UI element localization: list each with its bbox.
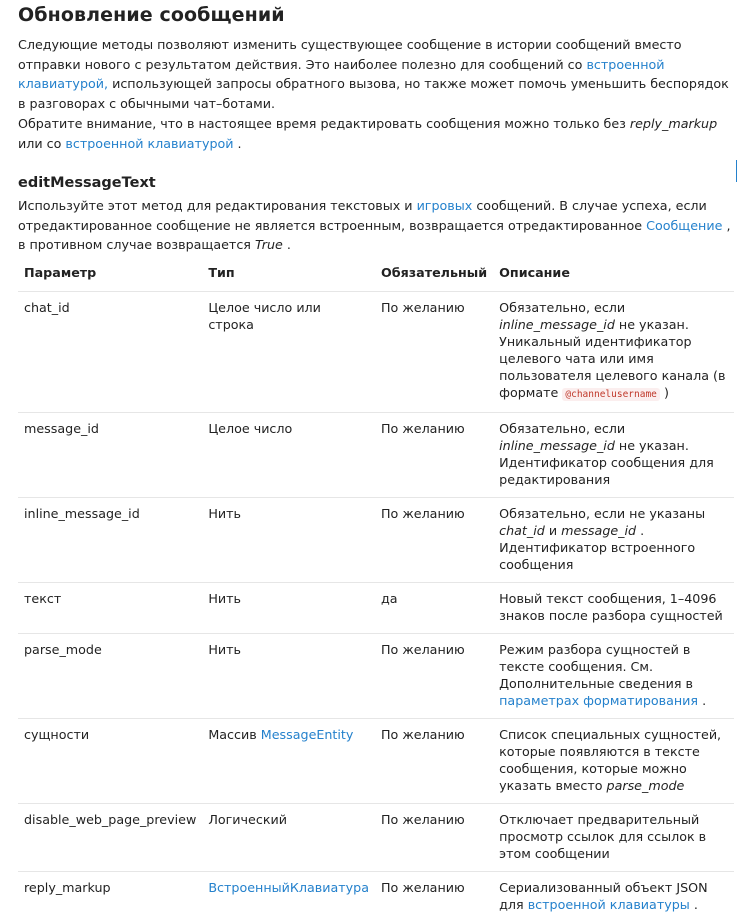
table-row <box>18 292 734 413</box>
param-required: да <box>375 583 493 634</box>
desc-italic: inline_message_id <box>499 438 615 453</box>
desc-text: Обязательно, если не указаны <box>499 506 705 521</box>
table-row <box>18 719 734 804</box>
desc-text: . <box>698 693 706 708</box>
param-required: По желанию <box>375 872 493 922</box>
games-link[interactable]: игровых <box>417 198 473 213</box>
desc-text: Обязательно, если <box>499 300 625 315</box>
param-name: текст <box>18 583 202 634</box>
text-cursor <box>736 160 737 182</box>
inline-keyboard-link[interactable]: встроенной клавиатуры <box>528 897 690 912</box>
param-type: Логический <box>202 804 375 872</box>
param-description <box>493 719 734 804</box>
method-description <box>18 196 734 255</box>
header-required: Обязательный <box>375 256 493 292</box>
desc-italic: inline_message_id <box>499 317 615 332</box>
formatting-options-link[interactable]: параметрах форматирования <box>499 693 698 708</box>
message-entity-link[interactable]: MessageEntity <box>261 727 354 742</box>
type-text: Массив <box>208 727 260 742</box>
section-note <box>18 114 734 153</box>
note-text-3: . <box>234 136 242 151</box>
param-type: Целое число <box>202 413 375 498</box>
method-desc-text-1: Используйте этот метод для редактирования текстовых и <box>18 198 417 213</box>
param-description <box>493 634 734 719</box>
param-description <box>493 804 734 872</box>
params-table <box>18 256 734 922</box>
desc-text: Отключает предварительный просмотр ссылок для ссылок в этом сообщении <box>499 812 706 861</box>
header-description: Описание <box>493 256 734 292</box>
param-name: chat_id <box>18 292 202 413</box>
table-row <box>18 498 734 583</box>
desc-text: Новый текст сообщения, 1–4096 знаков после разбора сущностей <box>499 591 723 623</box>
param-name: inline_message_id <box>18 498 202 583</box>
table-row <box>18 872 734 922</box>
inline-keyboard-type-link[interactable]: ВстроенныйКлавиатура <box>208 880 369 895</box>
param-required: По желанию <box>375 719 493 804</box>
section-intro <box>18 35 734 113</box>
param-type: Нить <box>202 498 375 583</box>
desc-text: . <box>690 897 698 912</box>
param-name: message_id <box>18 413 202 498</box>
note-text-2: или со <box>18 136 65 151</box>
channel-username-code: @channelusername <box>562 388 660 401</box>
note-text-1: Обратите внимание, что в настоящее время редактировать сообщения можно только без <box>18 116 630 131</box>
desc-text: ) <box>660 385 669 400</box>
true-italic: True <box>255 237 283 252</box>
param-required: По желанию <box>375 634 493 719</box>
table-row <box>18 413 734 498</box>
param-required: По желанию <box>375 292 493 413</box>
param-name: reply_markup <box>18 872 202 922</box>
method-desc-text-3: , в противном случае возвращается <box>18 218 730 253</box>
param-name: disable_web_page_preview <box>18 804 202 872</box>
param-required: По желанию <box>375 498 493 583</box>
desc-text: и <box>545 523 561 538</box>
intro-text-1: Следующие методы позволяют изменить существующее сообщение в истории сообщений вместо отправки нового с результатом действия. Это наиболее полезно для сообщений со <box>18 37 682 72</box>
param-description <box>493 292 734 413</box>
desc-italic: chat_id <box>499 523 545 538</box>
desc-text: Режим разбора сущностей в тексте сообщения. См. Дополнительные сведения в <box>499 642 693 691</box>
desc-italic: message_id <box>561 523 636 538</box>
desc-text: Сериализованный объект JSON для <box>499 880 707 912</box>
header-type: Тип <box>202 256 375 292</box>
desc-text: . Идентификатор встроенного сообщения <box>499 523 695 572</box>
inline-keyboard-link[interactable]: встроенной клавиатурой, <box>18 57 665 92</box>
param-name: parse_mode <box>18 634 202 719</box>
param-description <box>493 413 734 498</box>
method-desc-text-4: . <box>283 237 291 252</box>
desc-text: не указан. Уникальный идентификатор целевого чата или имя пользователя целевого канала (в формате <box>499 317 725 400</box>
param-name: сущности <box>18 719 202 804</box>
table-row <box>18 634 734 719</box>
header-param: Параметр <box>18 256 202 292</box>
desc-text: Список специальных сущностей, которые появляются в тексте сообщения, которые можно указать вместо <box>499 727 721 793</box>
table-header-row <box>18 256 734 292</box>
desc-text: не указан. Идентификатор сообщения для редактирования <box>499 438 714 487</box>
param-type: Нить <box>202 583 375 634</box>
param-required: По желанию <box>375 804 493 872</box>
note-inline-keyboard-link[interactable]: встроенной клавиатурой <box>65 136 233 151</box>
section-title: Обновление сообщений <box>18 4 285 26</box>
table-row <box>18 583 734 634</box>
message-link[interactable]: Сообщение <box>646 218 722 233</box>
param-required: По желанию <box>375 413 493 498</box>
desc-italic: parse_mode <box>607 778 685 793</box>
param-type <box>202 719 375 804</box>
param-description <box>493 583 734 634</box>
note-italic: reply_markup <box>630 116 717 131</box>
method-title: editMessageText <box>18 175 156 191</box>
table-row <box>18 804 734 872</box>
param-type: Целое число или строка <box>202 292 375 413</box>
param-type: Нить <box>202 634 375 719</box>
desc-text: Обязательно, если <box>499 421 625 436</box>
intro-text-2: использующей запросы обратного вызова, но также может помочь уменьшить беспорядок в разговорах с обычными чат–ботами. <box>18 76 729 111</box>
param-type <box>202 872 375 922</box>
param-description <box>493 872 734 922</box>
param-description <box>493 498 734 583</box>
method-desc-text-2: сообщений. В случае успеха, если отредактированное сообщение не является встроенным, возвращается отредактированное <box>18 198 707 233</box>
